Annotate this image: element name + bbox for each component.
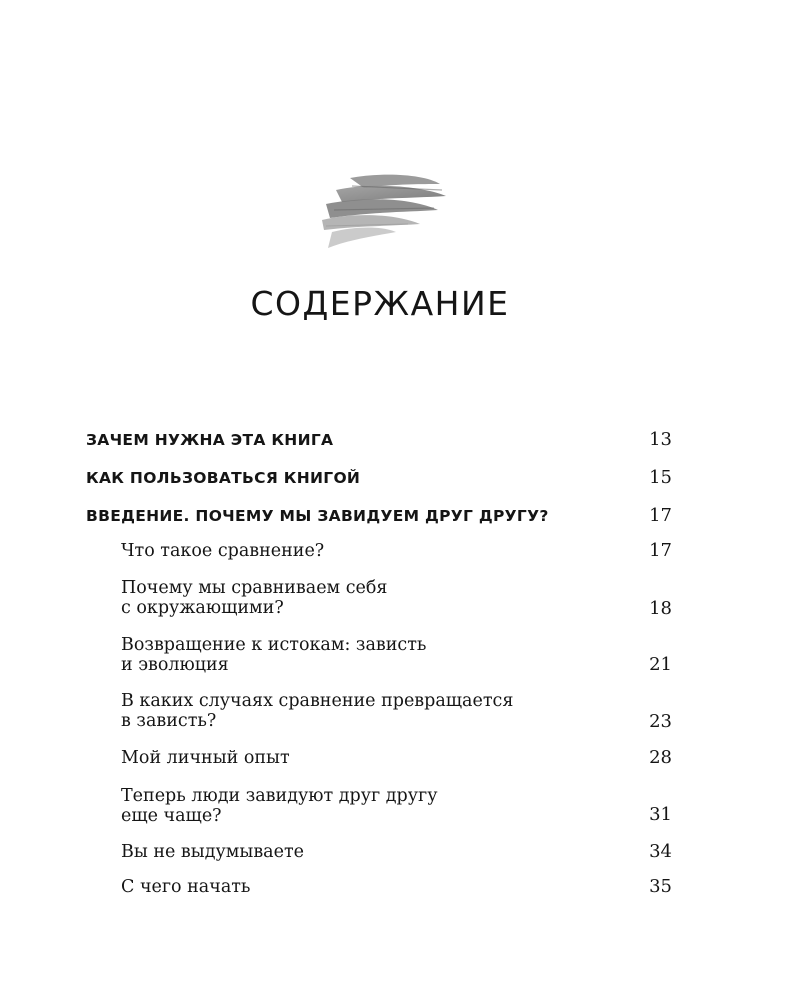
section-title — [121, 877, 250, 897]
chapter-title: ВВЕДЕНИЕ. ПОЧЕМУ МЫ ЗАВИДУЕМ ДРУГ ДРУГУ? — [86, 507, 549, 525]
page-number: 21 — [649, 654, 672, 675]
section-title — [121, 786, 438, 826]
section-title — [121, 748, 290, 768]
chapter-title: ЗАЧЕМ НУЖНА ЭТА КНИГА — [86, 431, 334, 449]
page-number: 13 — [649, 429, 672, 450]
page-title: СОДЕРЖАНИЕ — [250, 284, 510, 323]
section-title — [121, 541, 324, 561]
section-title — [121, 578, 387, 618]
section-title-line: Вы не выдумываете — [121, 842, 305, 862]
section-title-line: В каких случаях сравнение превращается — [121, 691, 514, 711]
section-title-line: Мой личный опыт — [121, 748, 290, 768]
page-number: 28 — [649, 747, 672, 768]
section-title — [121, 635, 426, 675]
page-number: 18 — [649, 598, 672, 619]
section-title-line: С чего начать — [121, 877, 251, 897]
page-number: 17 — [649, 540, 672, 561]
section-title-line: в зависть? — [121, 711, 217, 731]
page-number: 15 — [649, 467, 672, 488]
page-number: 23 — [649, 711, 672, 732]
chapter-title: КАК ПОЛЬЗОВАТЬСЯ КНИГОЙ — [86, 469, 361, 487]
section-title — [121, 842, 304, 862]
page-number: 34 — [649, 841, 672, 862]
section-title-line: Возвращение к истокам: зависть — [121, 635, 427, 655]
section-title-line: и эволюция — [121, 655, 229, 675]
section-title-line: еще чаще? — [121, 806, 222, 826]
section-title-line: с окружающими? — [121, 598, 284, 618]
page-number: 35 — [649, 876, 672, 897]
section-title-line: Теперь люди завидуют друг другу — [121, 786, 438, 806]
page-number: 17 — [649, 505, 672, 526]
page-number: 31 — [649, 804, 672, 825]
section-title-line: Почему мы сравниваем себя — [121, 578, 388, 598]
section-title-line: Что такое сравнение? — [121, 541, 325, 561]
section-title — [121, 691, 513, 731]
